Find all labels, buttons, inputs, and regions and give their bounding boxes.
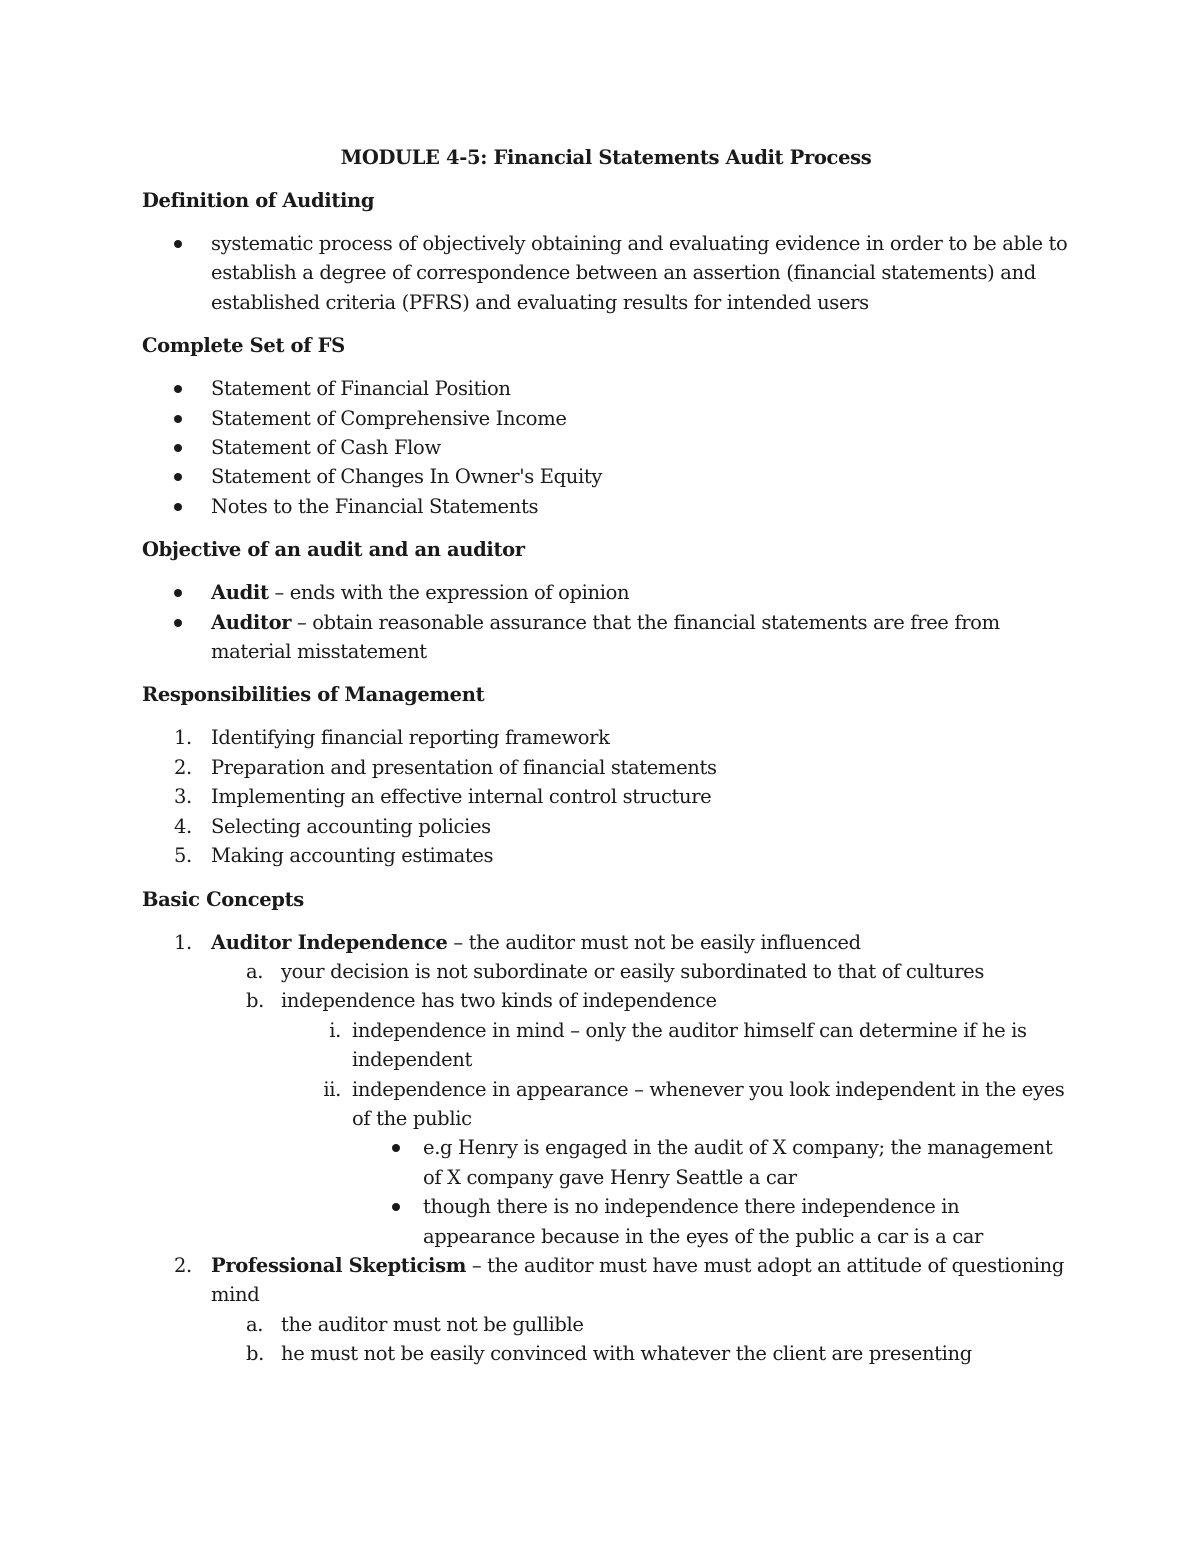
bullet-icon [174,619,182,627]
list-letter: a. [246,1312,264,1336]
list-item [142,1251,1070,1369]
list-item [211,1339,1070,1368]
bullet-icon [392,1144,400,1152]
term-audit: Audit [211,581,269,605]
list-item-text: Preparation and presentation of financial statements [211,755,717,779]
list-item [142,812,1070,841]
list-item-text: he must not be easily convinced with whatever the client are presenting [281,1342,972,1366]
bullet-icon [174,473,182,481]
list-item [142,492,1070,521]
list-number: 3. [174,785,192,809]
list-item-text: e.g Henry is engaged in the audit of X company; the management of X company gave Henry Seattle a car [423,1136,1053,1189]
bullet-icon [174,444,182,452]
list-item-text: Implementing an effective internal control structure [211,785,712,809]
list-number: 1. [174,930,192,954]
term-auditor-independence: Auditor Independence [211,930,448,954]
list-item-text: – obtain reasonable assurance that the financial statements are free from material misstatement [211,610,1000,664]
list-item [142,841,1070,870]
bullet-icon [174,415,182,423]
list-item-text: Notes to the Financial Statements [211,494,539,518]
list-item [142,608,1070,667]
term-auditor: Auditor [211,610,292,634]
list-item [211,1310,1070,1339]
list-item [281,1016,1070,1075]
term-professional-skepticism: Professional Skepticism [211,1253,467,1277]
sub-list [281,1016,1070,1251]
list-item [352,1192,1070,1251]
sub-list [211,1310,1070,1369]
list-item [142,782,1070,811]
sub-list [352,1133,1070,1251]
list-item [142,433,1070,462]
list-item [211,957,1070,986]
list-item [142,229,1070,317]
bullet-icon [174,589,182,597]
list-item [142,753,1070,782]
list-item [142,404,1070,433]
management-list [142,723,1070,870]
list-item-text: – the auditor must have must adopt an attitude of questioning mind [211,1253,1065,1307]
list-item-text: independence in appearance – whenever you look independent in the eyes of the public [352,1077,1065,1130]
sub-list [211,957,1070,1251]
list-item [142,578,1070,607]
list-number: 2. [174,755,192,779]
list-item [142,723,1070,752]
heading-responsibilities-of-management: Responsibilities of Management [142,683,485,707]
list-roman: i. [329,1018,341,1042]
heading-objective: Objective of an audit and an auditor [142,538,525,562]
list-roman: ii. [323,1077,341,1101]
list-item-text: Statement of Changes In Owner's Equity [211,465,603,489]
list-item [142,462,1070,491]
list-item-text: the auditor must not be gullible [281,1312,584,1336]
bullet-icon [392,1203,400,1211]
bullet-icon [174,240,182,248]
list-number: 5. [174,844,192,868]
bullet-icon [174,385,182,393]
list-item-text: Identifying financial reporting framework [211,726,610,750]
list-letter: b. [246,1342,264,1366]
objective-list [142,578,1070,666]
heading-complete-set-of-fs: Complete Set of FS [142,334,345,358]
list-item-text: Statement of Financial Position [211,377,511,401]
list-item-text: independence has two kinds of independence [281,989,717,1013]
list-number: 4. [174,814,192,838]
list-item [142,928,1070,1251]
list-number: 2. [174,1253,192,1277]
heading-basic-concepts: Basic Concepts [142,887,304,911]
list-item-text: though there is no independence there independence in appearance because in the eyes of the public a car is a car [423,1195,984,1248]
definition-list [142,229,1070,317]
list-item-text: your decision is not subordinate or easily subordinated to that of cultures [281,959,985,983]
list-letter: a. [246,959,264,983]
heading-definition-of-auditing: Definition of Auditing [142,189,375,212]
list-item-text: Making accounting estimates [211,844,494,868]
list-item [211,986,1070,1251]
list-item-text: Statement of Comprehensive Income [211,406,567,430]
list-item-text: – ends with the expression of opinion [268,581,630,605]
list-item [352,1133,1070,1192]
list-item-text: – the auditor must not be easily influenced [447,930,861,954]
list-item [142,374,1070,403]
bullet-icon [174,503,182,511]
page-title: MODULE 4-5: Financial Statements Audit Process [340,146,872,169]
list-number: 1. [174,726,192,750]
complete-set-list [142,374,1070,521]
list-item-text: Statement of Cash Flow [211,436,441,460]
list-item-text: Selecting accounting policies [211,814,491,838]
list-item [281,1075,1070,1251]
list-item-text: independence in mind – only the auditor himself can determine if he is independent [352,1018,1027,1072]
list-item-text: systematic process of objectively obtaining and evaluating evidence in order to be able to establish a degree of correspondence between an assertion (financial statements) and established criteria (PFRS) and evaluating results for intended users [211,232,1068,314]
basic-concepts-list [142,928,1070,1369]
list-letter: b. [246,989,264,1013]
